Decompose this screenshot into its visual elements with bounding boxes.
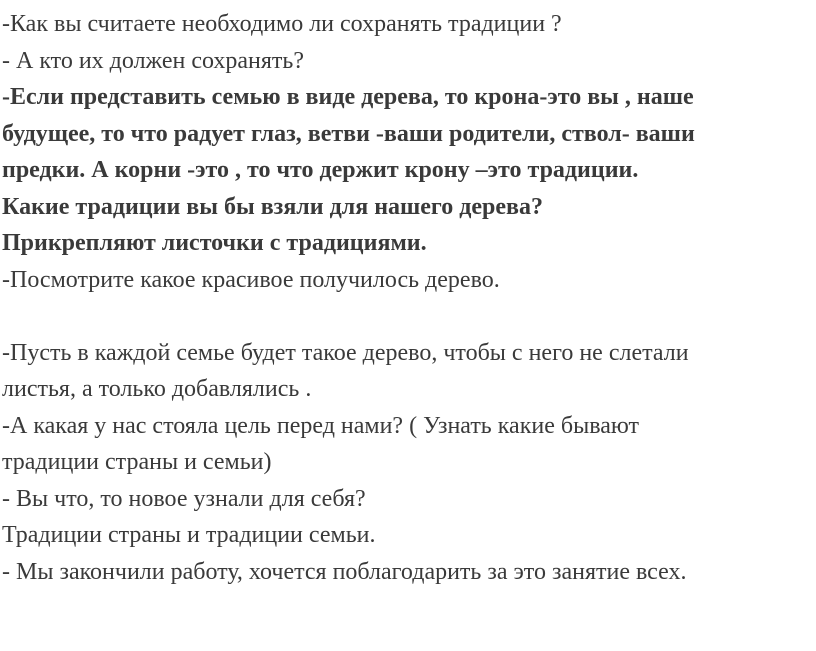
wish-line-2: листья, а только добавлялись . [2, 376, 312, 402]
closing-thanks: - Мы закончили работу, хочется поблагодарить за это занятие всех. [2, 558, 687, 585]
tree-metaphor-line-3: предки. А корни -это , то что держит крону –это традиции. [2, 157, 639, 183]
what-new-learned-question: - Вы что, то новое узнали для себя? [2, 485, 366, 512]
question-preserve-traditions: -Как вы считаете необходимо ли сохранять традиции ? [2, 11, 562, 37]
blank-line [2, 298, 816, 335]
tree-metaphor-line-1: -Если представить семью в виде дерева, то крона-это вы , наше [2, 84, 694, 110]
wish-line-1: -Пусть в каждой семье будет такое дерево, чтобы с него не слетали [2, 339, 689, 366]
look-at-tree-line: -Посмотрите какое красивое получилось дерево. [2, 266, 500, 293]
tree-metaphor-line-2: будущее, то что радует глаз, ветви -ваши родители, ствол- ваши [2, 120, 695, 147]
learned-answer: Традиции страны и традиции семьи. [2, 522, 376, 548]
attach-leaves-note: Прикрепляют листочки с традициями. [2, 230, 427, 256]
goal-question-line-1: -А какая у нас стояла цель перед нами? ( Узнать какие бывают [2, 412, 639, 439]
goal-question-line-2: традиции страны и семьи) [2, 449, 272, 475]
question-which-traditions: Какие традиции вы бы взяли для нашего дерева? [2, 193, 543, 220]
question-who-preserves: - А кто их должен сохранять? [2, 47, 304, 74]
